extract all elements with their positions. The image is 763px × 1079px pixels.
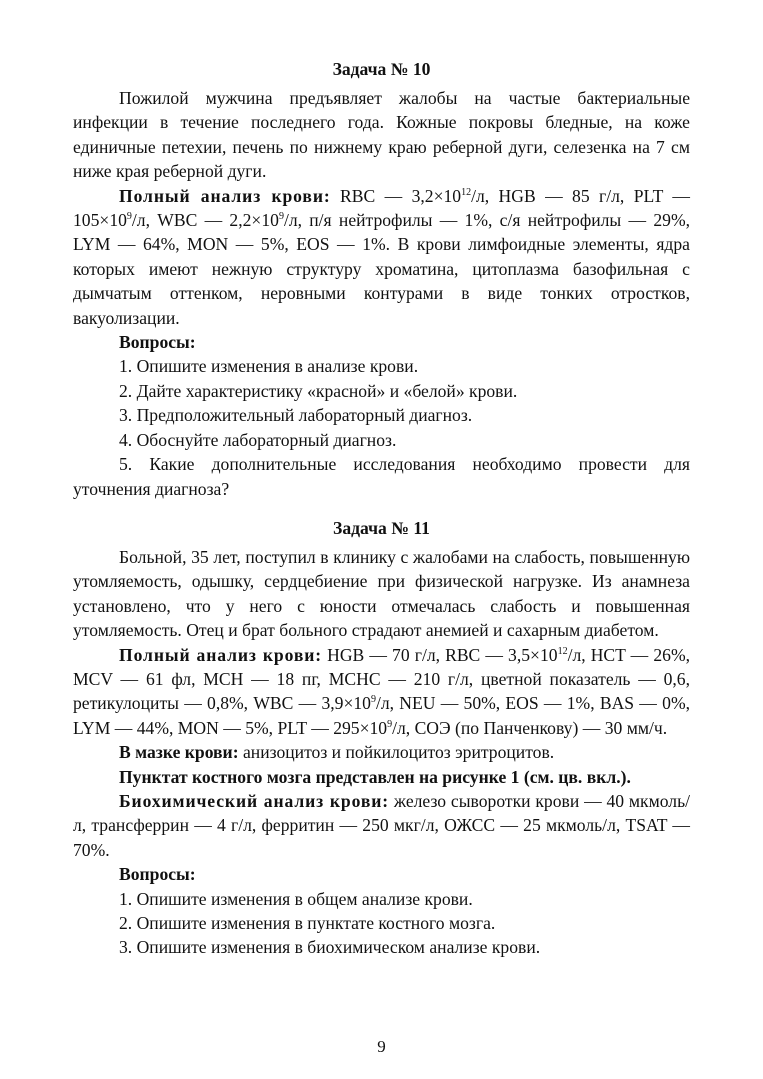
task11-cbc-rest: /л, СОЭ (по Панченкову) — 30 мм/ч. xyxy=(392,717,668,738)
task10-cbc-wbc-exp: 9 xyxy=(278,211,284,223)
task11-cbc-rbc: HGB — 70 г/л, RBC — 3,5×10 xyxy=(327,644,558,665)
task10-cbc-rest: /л, п/я нейтрофилы — 1%, с/я нейтрофилы — 29%, LYM — 64%, MON — 5%, EOS — 1%. В крови лимфоидные элементы, ядра которых имеют нежную структуру хроматина, цитоплазма базофильная с дымчатым оттенком, неровными контурами в виде тонких отростков, вакуолизации. xyxy=(73,210,690,328)
task11-cbc-plt-exp: 9 xyxy=(387,718,393,730)
task11-cbc-plt: /л, NEU — 50%, EOS — 1%, BAS — 0%, LYM — 44%, MON — 5%, PLT — 295×10 xyxy=(73,693,690,738)
task11-marrow: Пунктат костного мозга представлен на рисунке 1 (см. цв. вкл.). xyxy=(119,766,631,787)
task10-question-3: 3. Предположительный лабораторный диагноз. xyxy=(119,405,473,426)
task11-cbc-label: Полный анализ крови: xyxy=(119,644,323,665)
task10-cbc xyxy=(73,184,690,330)
task11-questions-label: Вопросы: xyxy=(119,864,196,885)
task11-biochem-text: железо сыворотки крови — 40 мкмоль/л, трансферрин — 4 г/л, ферритин — 250 мкг/л, ОЖСС — 25 мкмоль/л, TSAT — 70%. xyxy=(73,790,690,860)
task11-cbc xyxy=(73,643,690,741)
task11-smear-text: анизоцитоз и пойкилоцитоз эритроцитов. xyxy=(242,742,555,763)
task11-smear-label: В мазке крови: xyxy=(119,742,239,763)
task11-cbc-wbc: /л, HCT — 26%, MCV — 61 фл, MCH — 18 пг, MCHC — 210 г/л, цветной показатель — 0,6, ретикулоциты — 0,8%, WBC — 3,9×10 xyxy=(73,644,691,714)
task10-questions-label: Вопросы: xyxy=(119,332,196,353)
task10-intro: Пожилой мужчина предъявляет жалобы на частые бактериальные инфекции в течение последнего года. Кожные покровы бледные, на коже единичные петехии, печень по нижнему краю реберной дуги, селезенка на 7 см ниже края реберной дуги. xyxy=(73,88,690,182)
task11-question-2: 2. Опишите изменения в пунктате костного мозга. xyxy=(119,913,496,933)
task10-cbc-plt-exp: 9 xyxy=(126,211,132,223)
task11-intro: Больной, 35 лет, поступил в клинику с жалобами на слабость, повышенную утомляемость, одышку, сердцебиение при физической нагрузке. Из анамнеза установлено, что у него с юности отмечалась слабость и повышенная утомляемость. Отец и брат больного страдают анемией и сахарным диабетом. xyxy=(73,546,690,641)
task11-question-3: 3. Опишите изменения в биохимическом анализе крови. xyxy=(119,937,541,958)
task11-cbc-rbc-exp: 12 xyxy=(557,645,568,657)
task11-cbc-wbc-exp: 9 xyxy=(370,694,376,706)
task11-biochem xyxy=(73,789,690,862)
task11-question-1: 1. Опишите изменения в общем анализе крови. xyxy=(119,888,473,909)
task10-question-2: 2. Дайте характеристику «красной» и «белой» крови. xyxy=(119,380,518,401)
task11-smear xyxy=(73,740,690,764)
page-number: 9 xyxy=(377,1037,386,1056)
task10-cbc-label: Полный анализ крови: xyxy=(119,185,331,206)
task10-cbc-hgb-plt: /л, HGB — 85 г/л, PLT — 105×10 xyxy=(73,185,691,231)
task10-cbc-rbc: RBC — 3,2×10 xyxy=(340,185,462,206)
task11-title: Задача № 11 xyxy=(333,517,430,538)
task10-question-1: 1. Опишите изменения в анализе крови. xyxy=(119,356,419,377)
task10-question-4: 4. Обоснуйте лабораторный диагноз. xyxy=(119,429,397,450)
task10-cbc-rbc-exp: 12 xyxy=(461,186,472,198)
task10-question-5: 5. Какие дополнительные исследования необходимо провести для уточнения диагноза? xyxy=(73,454,690,499)
task10-title: Задача № 10 xyxy=(332,59,431,79)
task11-biochem-label: Биохимический анализ крови: xyxy=(119,790,390,811)
page-content xyxy=(73,58,690,960)
task10-cbc-wbc: /л, WBC — 2,2×10 xyxy=(131,210,279,231)
